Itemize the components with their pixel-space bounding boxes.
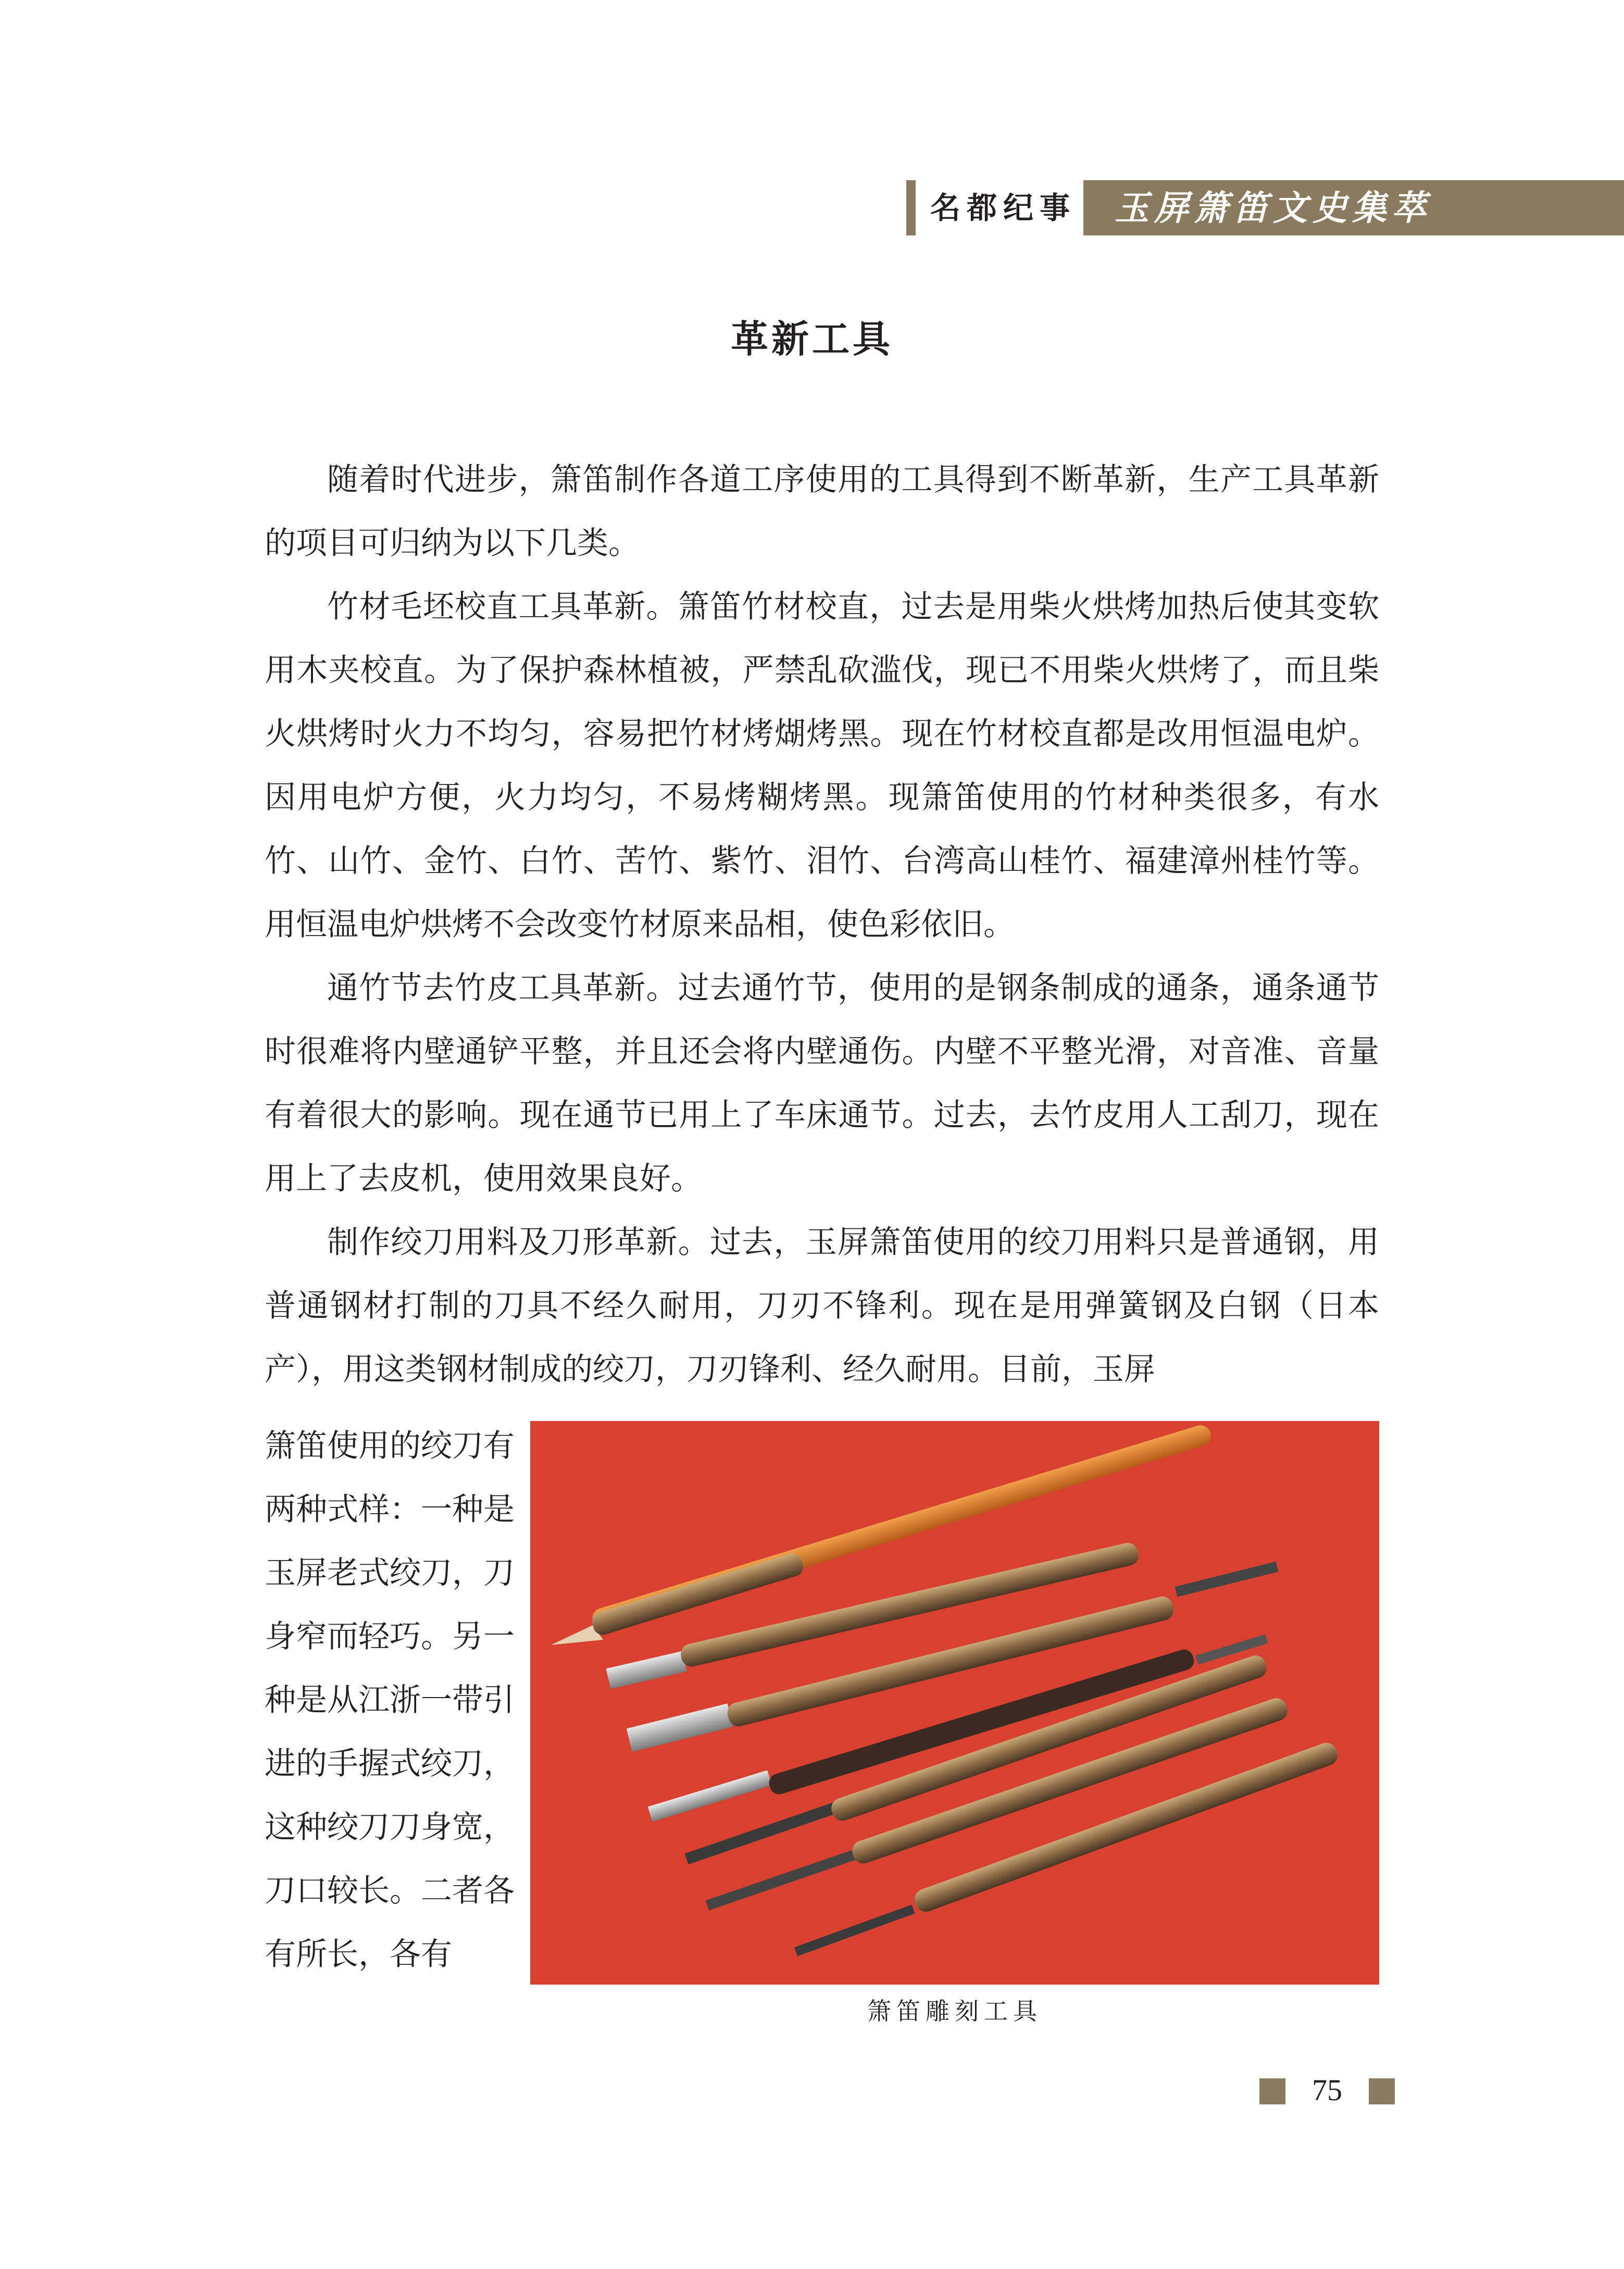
header-series-title: 名都纪事 (930, 190, 1077, 226)
wrapped-paragraph-continuation: 箫笛使用的绞刀有两种式样：一种是玉屏老式绞刀，刀身窄而轻巧。另一种是从江浙一带引进的手握式绞刀，这种绞刀刀身宽，刀口较长。二者各有所长，各有 (265, 1428, 515, 1973)
section-title: 革新工具 (730, 317, 893, 361)
header-marker (906, 180, 916, 235)
tool-2 (606, 1541, 1141, 1689)
folio-marker-right (1369, 2078, 1395, 2104)
paragraph: 随着时代进步，箫笛制作各道工序使用的工具得到不断革新，生产工具革新的项目可归纳为以下几类。 (265, 462, 1379, 562)
carving-tools-illustration (530, 1421, 1379, 1985)
header-band (1083, 180, 1624, 235)
folio-marker-left (1259, 2078, 1285, 2104)
paragraph: 通竹节去竹皮工具革新。过去通竹节，使用的是钢条制成的通条，通条通节时很难将内壁通铲平整，并且还会将内壁通伤。内壁不平整光滑，对音准、音量有着很大的影响。现在通节已用上了车床通节。过去，去竹皮用人工刮刀，现在用上了去皮机，使用效果良好。 (265, 970, 1379, 1197)
paragraph: 竹材毛坯校直工具革新。箫笛竹材校直，过去是用柴火烘烤加热后使其变软用木夹校直。为了保护森林植被，严禁乱砍滥伐，现已不用柴火烘烤了，而且柴火烘烤时火力不均匀，容易把竹材烤煳烤黑。现在竹材校直都是改用恒温电炉。因用电炉方便，火力均匀，不易烤糊烤黑。现箫笛使用的竹材种类很多，有水竹、山竹、金竹、白竹、苦竹、紫竹、泪竹、台湾高山桂竹、福建漳州桂竹等。用恒温电炉烘烤不会改变竹材原来品相，使色彩依旧。 (265, 589, 1379, 943)
body-text (265, 448, 1379, 1401)
header-book-title: 玉屏箫笛文史集萃 (1115, 188, 1431, 228)
running-header (906, 180, 1624, 235)
tools-photo (530, 1421, 1379, 1985)
tool-5 (684, 1653, 1269, 1865)
paragraph: 制作绞刀用料及刀形革新。过去，玉屏箫笛使用的绞刀用料只是普通钢，用普通钢材打制的刀具不经久耐用，刀刃不锋利。现在是用弹簧钢及白钢（日本产），用这类钢材制成的绞刀，刀刃锋利、经久耐用。目前，玉屏 (265, 1224, 1379, 1388)
figure-caption: 箫笛雕刻工具 (867, 1997, 1042, 2025)
page-number: 75 (1312, 2073, 1342, 2107)
